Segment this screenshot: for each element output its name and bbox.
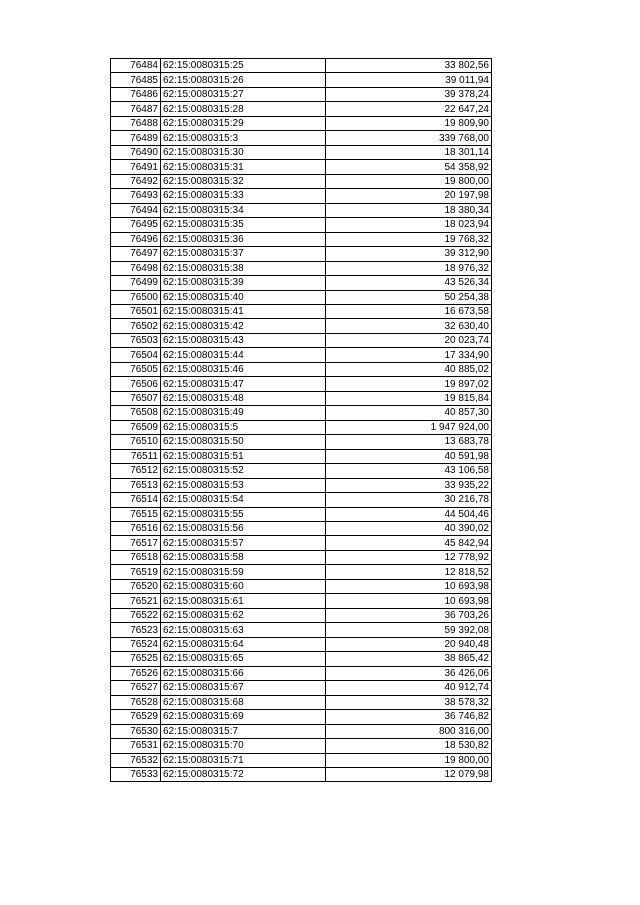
table-row — [111, 348, 492, 362]
row-id-cell: 76494 — [111, 203, 161, 217]
amount-cell: 36 746,82 — [326, 710, 492, 724]
row-id-cell: 76514 — [111, 493, 161, 507]
row-id-cell: 76522 — [111, 608, 161, 622]
table-row — [111, 767, 492, 781]
table-row — [111, 304, 492, 318]
amount-cell: 20 197,98 — [326, 189, 492, 203]
cadastral-number-cell: 62:15:0080315:26 — [161, 73, 326, 87]
table-row — [111, 565, 492, 579]
amount-cell: 36 703,26 — [326, 608, 492, 622]
amount-cell: 18 380,34 — [326, 203, 492, 217]
amount-cell: 40 857,30 — [326, 406, 492, 420]
table-row — [111, 160, 492, 174]
amount-cell: 32 630,40 — [326, 319, 492, 333]
table-row — [111, 333, 492, 347]
amount-cell: 18 530,82 — [326, 739, 492, 753]
amount-cell: 33 935,22 — [326, 478, 492, 492]
amount-cell: 45 842,94 — [326, 536, 492, 550]
cadastral-number-cell: 62:15:0080315:53 — [161, 478, 326, 492]
table-row — [111, 189, 492, 203]
row-id-cell: 76532 — [111, 753, 161, 767]
amount-cell: 19 768,32 — [326, 232, 492, 246]
cadastral-number-cell: 62:15:0080315:48 — [161, 391, 326, 405]
amount-cell: 18 976,32 — [326, 261, 492, 275]
cadastral-number-cell: 62:15:0080315:47 — [161, 377, 326, 391]
table-row — [111, 449, 492, 463]
row-id-cell: 76512 — [111, 464, 161, 478]
row-id-cell: 76524 — [111, 637, 161, 651]
amount-cell: 20 023,74 — [326, 333, 492, 347]
table-row — [111, 478, 492, 492]
amount-cell: 22 647,24 — [326, 102, 492, 116]
table-row — [111, 232, 492, 246]
table-row — [111, 608, 492, 622]
row-id-cell: 76499 — [111, 276, 161, 290]
table-row — [111, 247, 492, 261]
amount-cell: 13 683,78 — [326, 435, 492, 449]
table-row — [111, 753, 492, 767]
row-id-cell: 76510 — [111, 435, 161, 449]
row-id-cell: 76527 — [111, 681, 161, 695]
cadastral-number-cell: 62:15:0080315:38 — [161, 261, 326, 275]
table-row — [111, 174, 492, 188]
table-body — [111, 59, 492, 782]
cadastral-number-cell: 62:15:0080315:29 — [161, 116, 326, 130]
row-id-cell: 76491 — [111, 160, 161, 174]
table-row — [111, 59, 492, 73]
row-id-cell: 76487 — [111, 102, 161, 116]
amount-cell: 16 673,58 — [326, 304, 492, 318]
amount-cell: 800 316,00 — [326, 724, 492, 738]
table-row — [111, 695, 492, 709]
table-row — [111, 131, 492, 145]
amount-cell: 10 693,98 — [326, 594, 492, 608]
amount-cell: 43 526,34 — [326, 276, 492, 290]
row-id-cell: 76500 — [111, 290, 161, 304]
cadastral-number-cell: 62:15:0080315:42 — [161, 319, 326, 333]
cadastral-number-cell: 62:15:0080315:68 — [161, 695, 326, 709]
row-id-cell: 76521 — [111, 594, 161, 608]
cadastral-number-cell: 62:15:0080315:60 — [161, 579, 326, 593]
cadastral-number-cell: 62:15:0080315:55 — [161, 507, 326, 521]
row-id-cell: 76498 — [111, 261, 161, 275]
cadastral-number-cell: 62:15:0080315:46 — [161, 362, 326, 376]
cadastral-number-cell: 62:15:0080315:70 — [161, 739, 326, 753]
cadastral-number-cell: 62:15:0080315:7 — [161, 724, 326, 738]
amount-cell: 19 809,90 — [326, 116, 492, 130]
table-row — [111, 420, 492, 434]
row-id-cell: 76506 — [111, 377, 161, 391]
row-id-cell: 76507 — [111, 391, 161, 405]
cadastral-number-cell: 62:15:0080315:39 — [161, 276, 326, 290]
cadastral-number-cell: 62:15:0080315:25 — [161, 59, 326, 73]
cadastral-number-cell: 62:15:0080315:58 — [161, 550, 326, 564]
row-id-cell: 76520 — [111, 579, 161, 593]
row-id-cell: 76516 — [111, 522, 161, 536]
table-row — [111, 145, 492, 159]
row-id-cell: 76517 — [111, 536, 161, 550]
amount-cell: 30 216,78 — [326, 493, 492, 507]
cadastral-number-cell: 62:15:0080315:27 — [161, 87, 326, 101]
table-row — [111, 536, 492, 550]
amount-cell: 18 301,14 — [326, 145, 492, 159]
cadastral-number-cell: 62:15:0080315:67 — [161, 681, 326, 695]
row-id-cell: 76485 — [111, 73, 161, 87]
cadastral-number-cell: 62:15:0080315:5 — [161, 420, 326, 434]
amount-cell: 50 254,38 — [326, 290, 492, 304]
amount-cell: 19 897,02 — [326, 377, 492, 391]
table-row — [111, 550, 492, 564]
cadastral-number-cell: 62:15:0080315:33 — [161, 189, 326, 203]
cadastral-number-cell: 62:15:0080315:37 — [161, 247, 326, 261]
row-id-cell: 76533 — [111, 767, 161, 781]
row-id-cell: 76518 — [111, 550, 161, 564]
row-id-cell: 76511 — [111, 449, 161, 463]
row-id-cell: 76519 — [111, 565, 161, 579]
cadastral-number-cell: 62:15:0080315:64 — [161, 637, 326, 651]
row-id-cell: 76492 — [111, 174, 161, 188]
table-row — [111, 623, 492, 637]
amount-cell: 17 334,90 — [326, 348, 492, 362]
amount-cell: 38 578,32 — [326, 695, 492, 709]
table-row — [111, 666, 492, 680]
row-id-cell: 76529 — [111, 710, 161, 724]
cadastral-number-cell: 62:15:0080315:72 — [161, 767, 326, 781]
amount-cell: 39 378,24 — [326, 87, 492, 101]
cadastral-number-cell: 62:15:0080315:62 — [161, 608, 326, 622]
table-row — [111, 116, 492, 130]
row-id-cell: 76503 — [111, 333, 161, 347]
table-row — [111, 87, 492, 101]
table-row — [111, 362, 492, 376]
cadastral-number-cell: 62:15:0080315:31 — [161, 160, 326, 174]
amount-cell: 36 426,06 — [326, 666, 492, 680]
row-id-cell: 76523 — [111, 623, 161, 637]
table-row — [111, 102, 492, 116]
cadastral-number-cell: 62:15:0080315:56 — [161, 522, 326, 536]
table-row — [111, 710, 492, 724]
amount-cell: 19 800,00 — [326, 174, 492, 188]
cadastral-number-cell: 62:15:0080315:30 — [161, 145, 326, 159]
amount-cell: 20 940,48 — [326, 637, 492, 651]
table-row — [111, 493, 492, 507]
cadastral-number-cell: 62:15:0080315:61 — [161, 594, 326, 608]
table-row — [111, 218, 492, 232]
table-row — [111, 464, 492, 478]
table-row — [111, 261, 492, 275]
cadastral-number-cell: 62:15:0080315:66 — [161, 666, 326, 680]
amount-cell: 38 865,42 — [326, 652, 492, 666]
table-row — [111, 276, 492, 290]
table-row — [111, 594, 492, 608]
row-id-cell: 76489 — [111, 131, 161, 145]
amount-cell: 40 912,74 — [326, 681, 492, 695]
table-row — [111, 203, 492, 217]
cadastral-number-cell: 62:15:0080315:52 — [161, 464, 326, 478]
amount-cell: 19 815,84 — [326, 391, 492, 405]
row-id-cell: 76504 — [111, 348, 161, 362]
cadastral-number-cell: 62:15:0080315:34 — [161, 203, 326, 217]
cadastral-number-cell: 62:15:0080315:50 — [161, 435, 326, 449]
table-row — [111, 507, 492, 521]
amount-cell: 19 800,00 — [326, 753, 492, 767]
cadastral-number-cell: 62:15:0080315:63 — [161, 623, 326, 637]
cadastral-number-cell: 62:15:0080315:41 — [161, 304, 326, 318]
row-id-cell: 76497 — [111, 247, 161, 261]
row-id-cell: 76486 — [111, 87, 161, 101]
amount-cell: 1 947 924,00 — [326, 420, 492, 434]
table-row — [111, 522, 492, 536]
row-id-cell: 76525 — [111, 652, 161, 666]
table-row — [111, 319, 492, 333]
table-row — [111, 73, 492, 87]
row-id-cell: 76515 — [111, 507, 161, 521]
amount-cell: 40 885,02 — [326, 362, 492, 376]
table-row — [111, 579, 492, 593]
amount-cell: 10 693,98 — [326, 579, 492, 593]
row-id-cell: 76530 — [111, 724, 161, 738]
cadastral-number-cell: 62:15:0080315:43 — [161, 333, 326, 347]
cadastral-number-cell: 62:15:0080315:35 — [161, 218, 326, 232]
amount-cell: 43 106,58 — [326, 464, 492, 478]
cadastral-number-cell: 62:15:0080315:40 — [161, 290, 326, 304]
row-id-cell: 76495 — [111, 218, 161, 232]
amount-cell: 12 818,52 — [326, 565, 492, 579]
amount-cell: 39 312,90 — [326, 247, 492, 261]
table-row — [111, 681, 492, 695]
table-row — [111, 435, 492, 449]
cadastral-number-cell: 62:15:0080315:51 — [161, 449, 326, 463]
table-row — [111, 739, 492, 753]
row-id-cell: 76488 — [111, 116, 161, 130]
amount-cell: 18 023,94 — [326, 218, 492, 232]
row-id-cell: 76509 — [111, 420, 161, 434]
cadastral-number-cell: 62:15:0080315:44 — [161, 348, 326, 362]
amount-cell: 33 802,56 — [326, 59, 492, 73]
amount-cell: 12 778,92 — [326, 550, 492, 564]
row-id-cell: 76526 — [111, 666, 161, 680]
cadastral-number-cell: 62:15:0080315:65 — [161, 652, 326, 666]
data-table — [110, 58, 492, 782]
cadastral-number-cell: 62:15:0080315:3 — [161, 131, 326, 145]
cadastral-number-cell: 62:15:0080315:54 — [161, 493, 326, 507]
row-id-cell: 76501 — [111, 304, 161, 318]
table-row — [111, 377, 492, 391]
row-id-cell: 76496 — [111, 232, 161, 246]
cadastral-number-cell: 62:15:0080315:71 — [161, 753, 326, 767]
table-row — [111, 724, 492, 738]
table-row — [111, 406, 492, 420]
row-id-cell: 76493 — [111, 189, 161, 203]
cadastral-number-cell: 62:15:0080315:59 — [161, 565, 326, 579]
row-id-cell: 76502 — [111, 319, 161, 333]
amount-cell: 40 591,98 — [326, 449, 492, 463]
table-row — [111, 290, 492, 304]
cadastral-number-cell: 62:15:0080315:49 — [161, 406, 326, 420]
row-id-cell: 76513 — [111, 478, 161, 492]
amount-cell: 339 768,00 — [326, 131, 492, 145]
table-row — [111, 637, 492, 651]
amount-cell: 44 504,46 — [326, 507, 492, 521]
table-row — [111, 652, 492, 666]
amount-cell: 40 390,02 — [326, 522, 492, 536]
table-row — [111, 391, 492, 405]
amount-cell: 59 392,08 — [326, 623, 492, 637]
row-id-cell: 76508 — [111, 406, 161, 420]
cadastral-number-cell: 62:15:0080315:32 — [161, 174, 326, 188]
row-id-cell: 76484 — [111, 59, 161, 73]
amount-cell: 39 011,94 — [326, 73, 492, 87]
row-id-cell: 76490 — [111, 145, 161, 159]
cadastral-number-cell: 62:15:0080315:69 — [161, 710, 326, 724]
row-id-cell: 76531 — [111, 739, 161, 753]
cadastral-number-cell: 62:15:0080315:57 — [161, 536, 326, 550]
cadastral-number-cell: 62:15:0080315:36 — [161, 232, 326, 246]
row-id-cell: 76505 — [111, 362, 161, 376]
amount-cell: 12 079,98 — [326, 767, 492, 781]
row-id-cell: 76528 — [111, 695, 161, 709]
amount-cell: 54 358,92 — [326, 160, 492, 174]
cadastral-number-cell: 62:15:0080315:28 — [161, 102, 326, 116]
